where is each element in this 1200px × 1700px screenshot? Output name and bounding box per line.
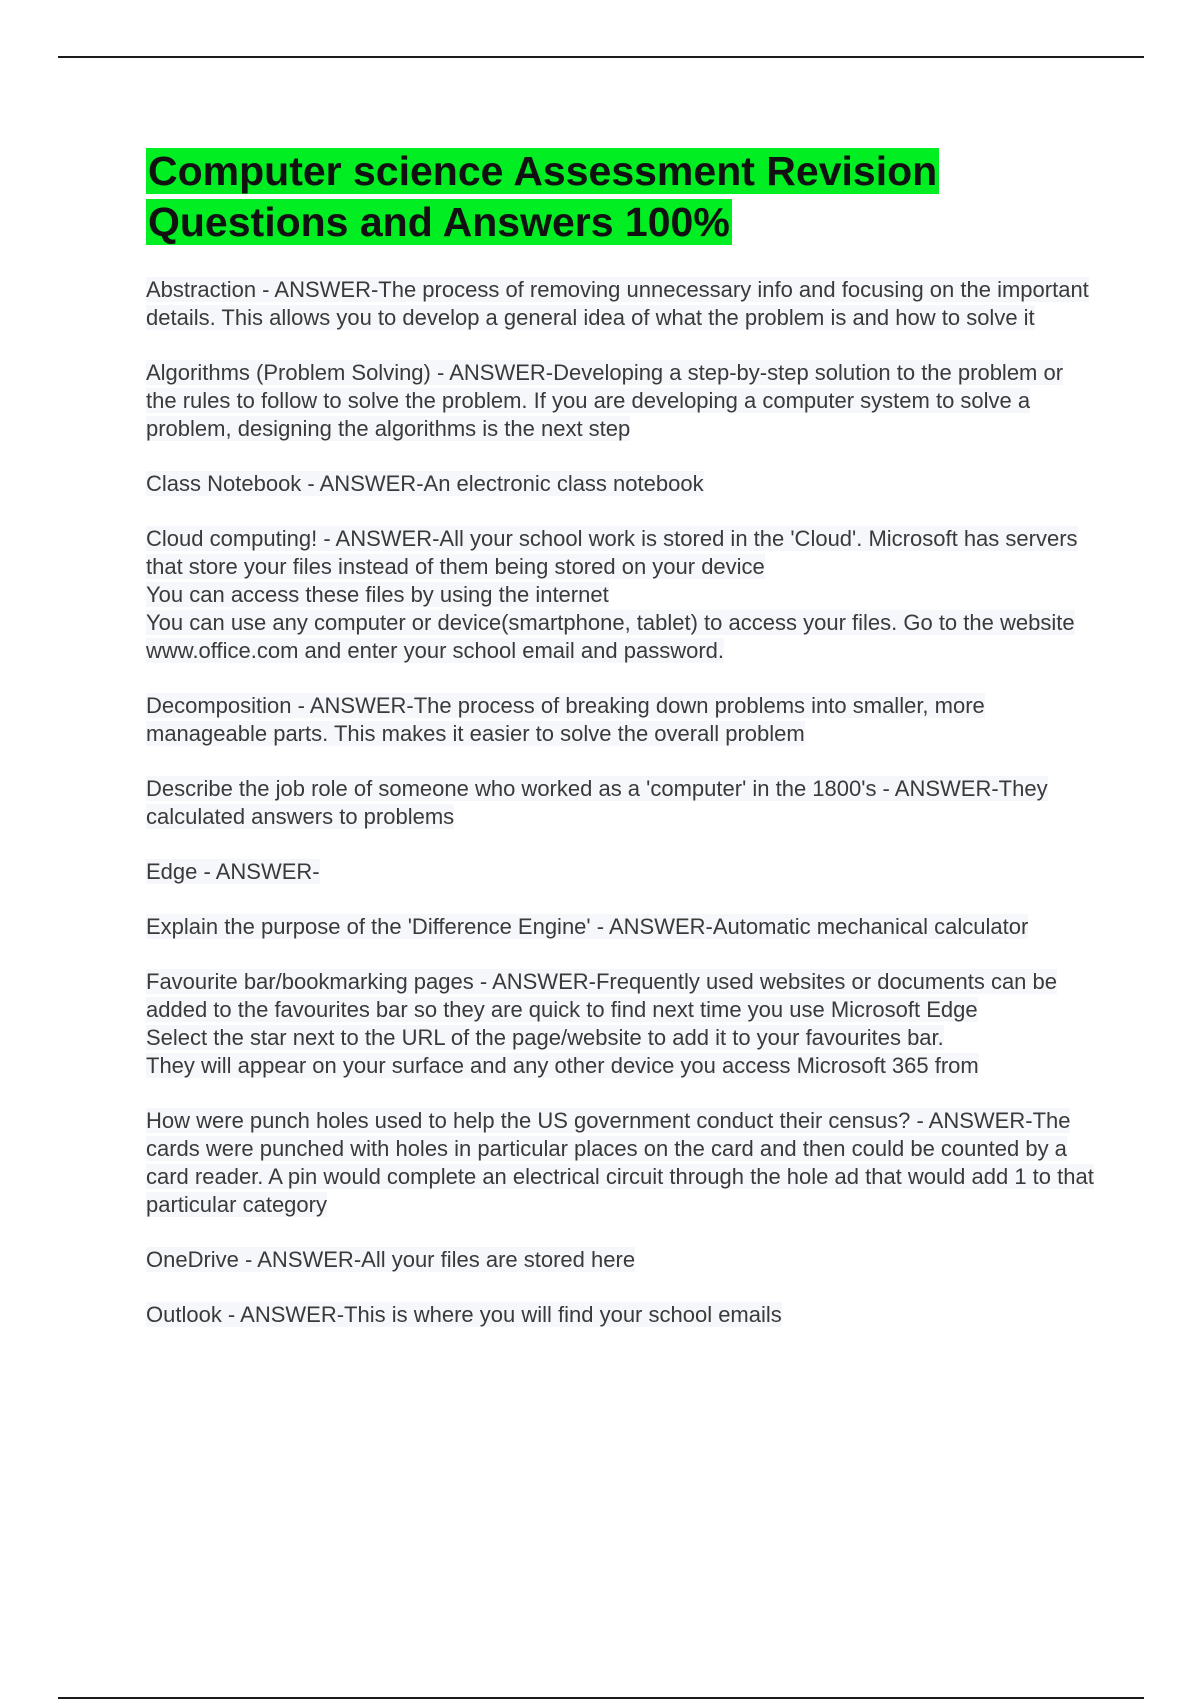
document-body bbox=[146, 146, 1096, 1356]
qa-line bbox=[146, 1107, 1096, 1219]
qa-line bbox=[146, 1246, 1096, 1274]
qa-text: Favourite bar/bookmarking pages - ANSWER-Frequently used websites or documents can be added to the favourites bar so they are quick to find next time you use Microsoft Edge bbox=[146, 969, 1057, 1022]
qa-line bbox=[146, 1301, 1096, 1329]
document-title bbox=[146, 146, 1096, 248]
qa-line bbox=[146, 913, 1096, 941]
qa-line bbox=[146, 968, 1096, 1024]
title-text: Computer science Assessment Revision Questions and Answers 100% bbox=[148, 148, 938, 245]
qa-entry bbox=[146, 775, 1096, 831]
qa-text: Algorithms (Problem Solving) - ANSWER-Developing a step-by-step solution to the problem or the rules to follow to solve the problem. If you are developing a computer system to solve a problem, designing the algorithms is the next step bbox=[146, 360, 1064, 441]
qa-entry bbox=[146, 913, 1096, 941]
qa-entry bbox=[146, 858, 1096, 886]
qa-line bbox=[146, 775, 1096, 831]
qa-text: Outlook - ANSWER-This is where you will find your school emails bbox=[146, 1302, 782, 1327]
footer-rule bbox=[58, 1697, 1144, 1699]
qa-entry bbox=[146, 470, 1096, 498]
qa-line bbox=[146, 525, 1096, 581]
header-rule bbox=[58, 56, 1144, 58]
qa-line bbox=[146, 470, 1096, 498]
qa-text: Decomposition - ANSWER-The process of breaking down problems into smaller, more manageable parts. This makes it easier to solve the overall problem bbox=[146, 693, 985, 746]
qa-entry bbox=[146, 1301, 1096, 1329]
qa-text: How were punch holes used to help the US government conduct their census? - ANSWER-The cards were punched with holes in particular places on the card and then could be counted by a card reader. A pin would complete an electrical circuit through the hole ad that would add 1 to that particular category bbox=[146, 1108, 1094, 1217]
qa-text: You can access these files by using the internet bbox=[146, 582, 609, 607]
qa-text: OneDrive - ANSWER-All your files are stored here bbox=[146, 1247, 636, 1272]
qa-list bbox=[146, 276, 1096, 1329]
qa-text: Cloud computing! - ANSWER-All your school work is stored in the 'Cloud'. Microsoft has servers that store your files instead of them being stored on your device bbox=[146, 526, 1078, 579]
qa-text: Explain the purpose of the 'Difference Engine' - ANSWER-Automatic mechanical calculator bbox=[146, 914, 1029, 939]
qa-entry bbox=[146, 1246, 1096, 1274]
qa-text: Describe the job role of someone who worked as a 'computer' in the 1800's - ANSWER-They calculated answers to problems bbox=[146, 776, 1048, 829]
qa-entry bbox=[146, 276, 1096, 332]
qa-line bbox=[146, 609, 1096, 665]
qa-entry bbox=[146, 1107, 1096, 1219]
qa-entry bbox=[146, 692, 1096, 748]
qa-entry bbox=[146, 968, 1096, 1080]
qa-text: You can use any computer or device(smartphone, tablet) to access your files. Go to the website www.office.com and enter your school email and password. bbox=[146, 610, 1075, 663]
qa-text: They will appear on your surface and any other device you access Microsoft 365 from bbox=[146, 1053, 979, 1078]
qa-line bbox=[146, 359, 1096, 443]
qa-text: Class Notebook - ANSWER-An electronic class notebook bbox=[146, 471, 704, 496]
qa-text: Abstraction - ANSWER-The process of removing unnecessary info and focusing on the important details. This allows you to develop a general idea of what the problem is and how to solve it bbox=[146, 277, 1089, 330]
qa-line bbox=[146, 581, 1096, 609]
qa-line bbox=[146, 276, 1096, 332]
qa-line bbox=[146, 692, 1096, 748]
qa-entry bbox=[146, 359, 1096, 443]
qa-line bbox=[146, 858, 1096, 886]
qa-text: Edge - ANSWER- bbox=[146, 859, 320, 884]
qa-entry bbox=[146, 525, 1096, 665]
qa-text: Select the star next to the URL of the page/website to add it to your favourites bar. bbox=[146, 1025, 944, 1050]
qa-line bbox=[146, 1052, 1096, 1080]
qa-line bbox=[146, 1024, 1096, 1052]
